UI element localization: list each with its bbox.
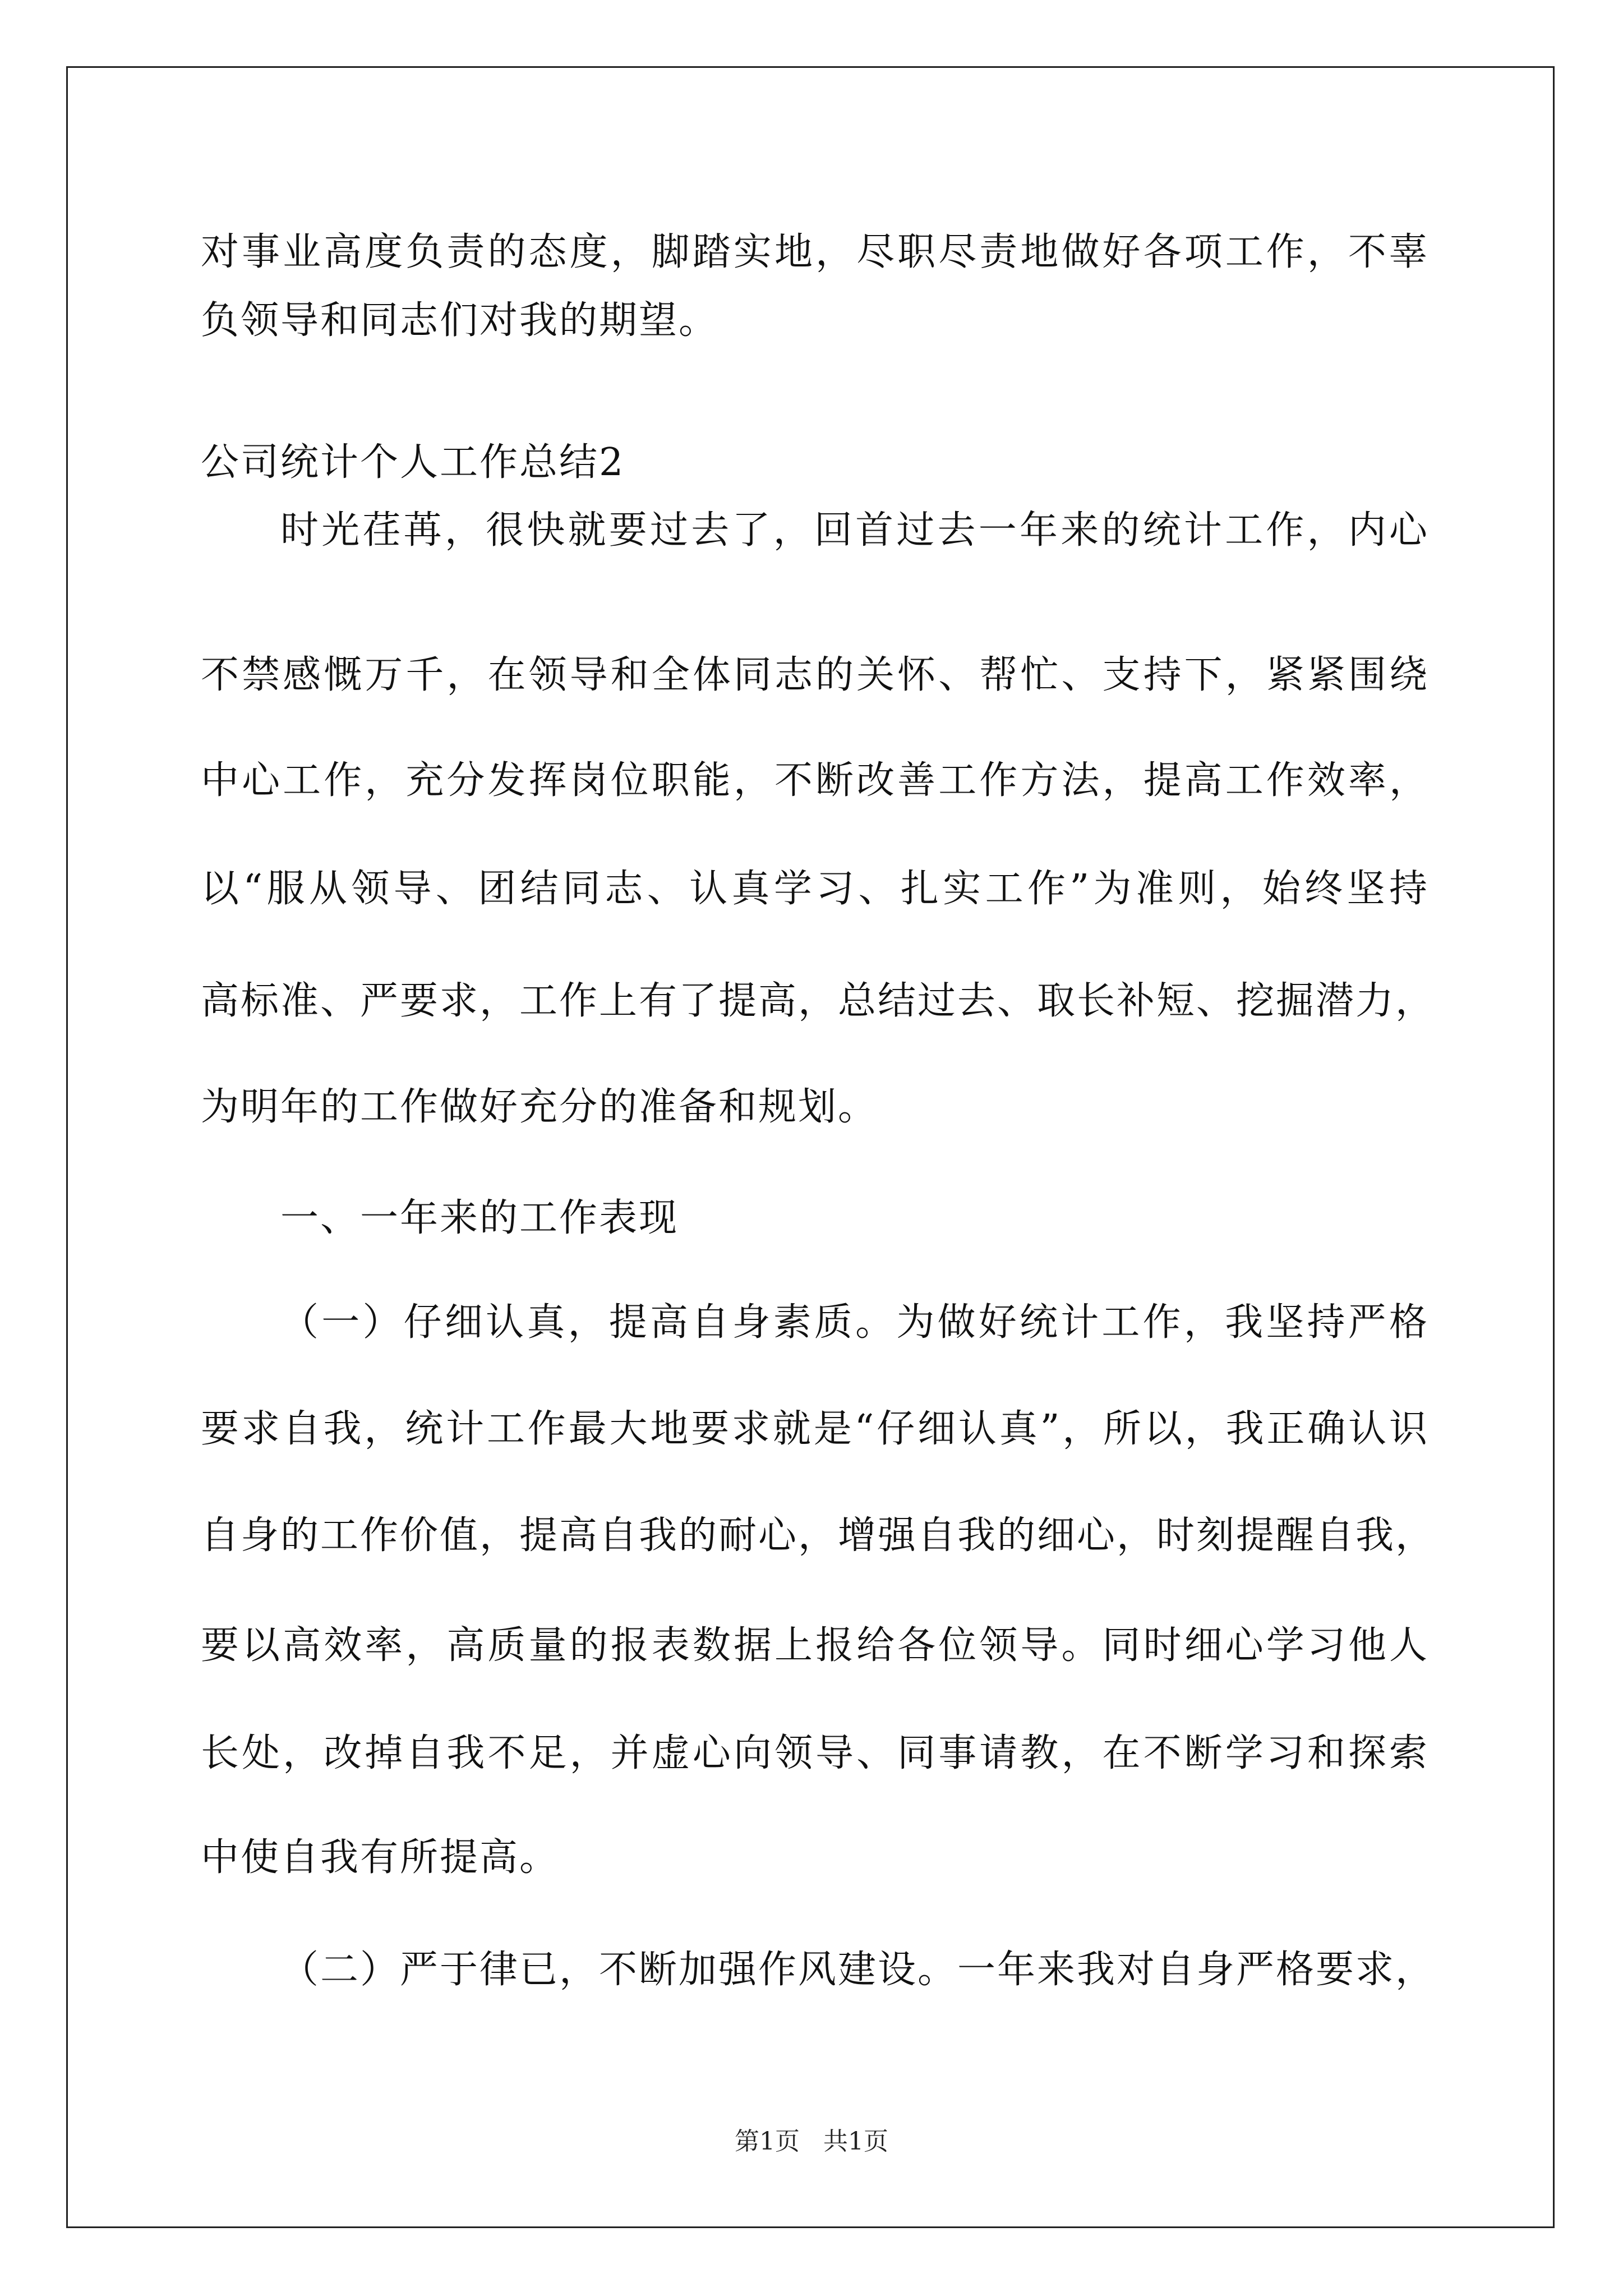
body-text-line: （一）仔细认真，提高自身素质。为做好统计工作，我坚持严格	[280, 1300, 1429, 1345]
body-text-line: 中心工作，充分发挥岗位职能，不断改善工作方法，提高工作效率，	[201, 758, 1429, 803]
body-text-line: 不禁感慨万千，在领导和全体同志的关怀、帮忙、支持下，紧紧围绕	[201, 653, 1429, 697]
body-text-line: 要求自我，统计工作最大地要求就是“仔细认真”，所以，我正确认识	[201, 1407, 1429, 1451]
body-text-line: 对事业高度负责的态度，脚踏实地，尽职尽责地做好各项工作，不辜	[201, 230, 1429, 274]
body-text-line: 长处，改掉自我不足，并虚心向领导、同事请教，在不断学习和探索	[201, 1731, 1429, 1775]
body-text-line: 中使自我有所提高。	[201, 1835, 560, 1880]
body-text-line: 时光荏苒，很快就要过去了，回首过去一年来的统计工作，内心	[280, 508, 1429, 553]
section-title: 公司统计个人工作总结2	[201, 440, 625, 485]
body-text-line: 要以高效率，高质量的报表数据上报给各位领导。同时细心学习他人	[201, 1623, 1429, 1668]
body-text-line: 为明年的工作做好充分的准备和规划。	[201, 1085, 878, 1129]
body-text-line: 自身的工作价值，提高自我的耐心，增强自我的细心，时刻提醒自我，	[201, 1513, 1436, 1558]
page-border	[66, 66, 1555, 2228]
body-text-line: 高标准、严要求，工作上有了提高，总结过去、取长补短、挖掘潜力，	[201, 979, 1436, 1023]
body-text-line: （二）严于律已，不断加强作风建设。一年来我对自身严格要求，	[280, 1948, 1436, 1992]
page-number-footer: 第1页 共1页	[735, 2127, 888, 2156]
subsection-heading: 一、一年来的工作表现	[280, 1196, 679, 1240]
body-text-line: 负领导和同志们对我的期望。	[201, 298, 719, 343]
body-text-line: 以“服从领导、团结同志、认真学习、扎实工作”为准则，始终坚持	[201, 867, 1429, 911]
